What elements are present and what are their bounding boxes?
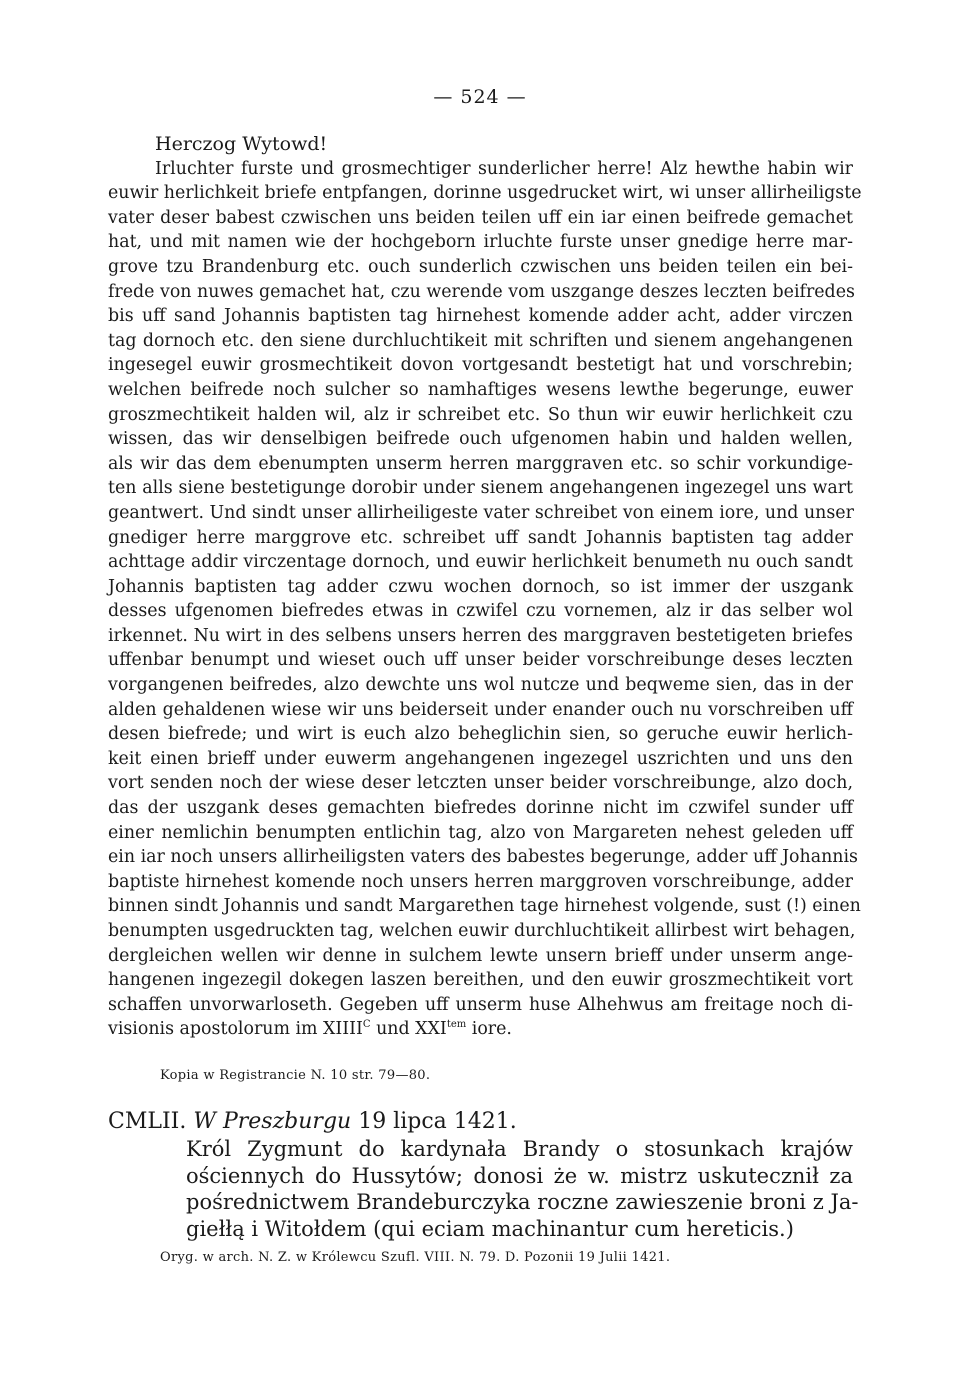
entry-date: 19 lipca 1421. (351, 1109, 517, 1134)
letter-line: ten alls siene bestetigunge dorobir under sienem angehangenen ingezegel uns wart (108, 478, 853, 499)
letter-line: bis uff sand Johannis baptisten tag hirnehest komende adder acht, adder virczen (108, 306, 853, 327)
letter-text (108, 132, 862, 1042)
source-note: Kopia w Registrancie N. 10 str. 79—80. (160, 1068, 431, 1083)
letter-salutation: Herczog Wytowd! (155, 133, 328, 155)
letter-line: desses ufgenomen biefredes etwas in czwifel czu vornemen, alz ir das selber wol (108, 601, 853, 622)
letter-line: vater deser babest czwischen uns beiden teilen uff ein iar einen beifrede gemachet (108, 207, 853, 228)
letter-line-final (108, 1017, 853, 1042)
letter-line: desen biefrede; und wirt is euch alzo beheglichin sien, so geruche euwir herlich- (108, 724, 853, 745)
letter-line: baptiste hirnehest komende noch unsers herren marggroven vorschreibunge, adder (108, 871, 853, 892)
letter-body (108, 157, 862, 1042)
letter-line: vorgangenen beifredes, alzo dewchte uns wol nutcze und beqweme sien, das in der (108, 675, 853, 696)
original-note: Oryg. w arch. N. Z. w Królewcu Szufl. VIII. N. 79. D. Pozonii 19 Julii 1421. (160, 1250, 671, 1265)
dating-text-mid: und XXI (370, 1019, 447, 1040)
letter-line: benumpten usgedruckten tag, welchen euwir durchluchtikeit allirbest wirt behagen, (108, 921, 856, 941)
letter-line: grove tzu Brandenburg etc. ouch sunderlich czwischen uns beiden teilen ein bei- (108, 256, 853, 277)
summary-line: pośrednictwem Brandeburczyka roczne zawieszenie broni z Ja- (186, 1190, 859, 1214)
letter-line: welchen beifrede noch sulcher so namhaftiges wesens lewthe begerunge, euwer (108, 379, 853, 400)
letter-line: binnen sindt Johannis und sandt Margarethen tage hirnehest volgende, sust (!) einen (108, 896, 861, 917)
letter-line: das der uszgank deses gemachten biefredes dorinne nicht im czwifel sunder uff (108, 798, 853, 819)
letter-line: hangenen ingezegil dokegen laszen bereithen, und den euwir groszmechtikeit vort (108, 970, 853, 991)
letter-line: schaffen unvorwarloseth. Gegeben uff unserm huse Alhehwus am freitage noch di- (108, 994, 853, 1015)
letter-line: vort senden noch der wiese deser letczten unser beider vorschreibunge, alzo doch, (108, 773, 853, 794)
letter-line: gnediger herre marggrove etc. schreibet uff sandt Johannis baptisten tag adder (108, 527, 853, 548)
letter-line: irkennet. Nu wirt in des selbens unsers herren des marggraven bestetigeten briefes (108, 625, 853, 646)
summary-line: Król Zygmunt do kardynała Brandy o stosunkach krajów (186, 1137, 853, 1161)
superscript-tem: tem (446, 1019, 467, 1031)
letter-line: keit einen brieff under euwerm angehangenen ingezegel uszrichten und uns den (108, 748, 853, 769)
letter-line: ingesegel euwir grosmechtikeit dovon vortgesandt bestetigt hat und vorschrebin; (108, 355, 853, 376)
summary-line: giełłą i Witołdem (qui eciam machinantur cum hereticis.) (186, 1216, 794, 1241)
letter-line: alden gehaldenen wiese wir uns beiderseit under enander ouch nu vorschreiben uff (108, 699, 853, 720)
letter-line: dergleichen wellen wir denne in sulchem lewte unsern brieff under unserm ange- (108, 945, 853, 966)
dating-text-end: iore. (466, 1019, 512, 1040)
letter-line: achttage addir virczentage dornoch, und euwir herlichkeit benumeth nu ouch sandt (108, 552, 853, 573)
letter-line: Johannis baptisten tag adder czwu wochen dornoch, so ist immer der uszgank (108, 576, 853, 597)
letter-line: uffenbar benumpt und wieset ouch uff unser beider vorschreibunge deses leczten (108, 650, 853, 671)
entry-number: CMLII. (108, 1109, 187, 1134)
summary-line: ościennych do Hussytów; donosi że w. mistrz uskutecznił za (186, 1163, 853, 1188)
letter-line: ein iar noch unsers allirheiligsten vaters des babestes begerunge, adder uff Johannis (108, 847, 858, 868)
letter-line: Irluchter furste und grosmechtiger sunderlicher herre! Alz hewthe habin wir (155, 158, 853, 179)
entry-title (108, 1108, 853, 1136)
letter-line: wissen, das wir denselbigen beifrede ouch ufgenomen habin und halden wellen, (108, 429, 853, 450)
letter-line: geantwert. Und sindt unser allirheiligeste vater schreibet von einem iore, und unser (108, 502, 854, 523)
entry-header (108, 1108, 859, 1242)
letter-line: einer nemlichin benumpten entlichin tag, alzo von Margareten nehest geleden uff (108, 822, 853, 843)
page-number: — 524 — (433, 86, 527, 108)
letter-line: frede von nuwes gemachet hat, czu werende vom uszgange deszes leczten beifredes (108, 281, 855, 302)
letter-line: hat, und mit namen wie der hochgeborn irluchte furste unser gnedige herre mar- (108, 232, 853, 253)
entry-place: W Preszburgu (193, 1109, 352, 1134)
dating-text: visionis apostolorum im XIIII (108, 1019, 363, 1040)
superscript-c: C (362, 1019, 371, 1031)
letter-line: tag dornoch etc. den siene durchluchtikeit mit schriften und sienem angehangenen (108, 330, 853, 351)
entry-summary (186, 1136, 859, 1242)
letter-line: groszmechtikeit halden wil, alz ir schreibet etc. So thun wir euwir herlichkeit czu (108, 404, 853, 425)
letter-line: euwir herlichkeit briefe entpfangen, dorinne usgedrucket wirt, wi unser allirheiligste (108, 183, 862, 204)
letter-line: als wir das dem ebenumpten unserm herren marggraven etc. so schir vorkundige- (108, 453, 853, 474)
